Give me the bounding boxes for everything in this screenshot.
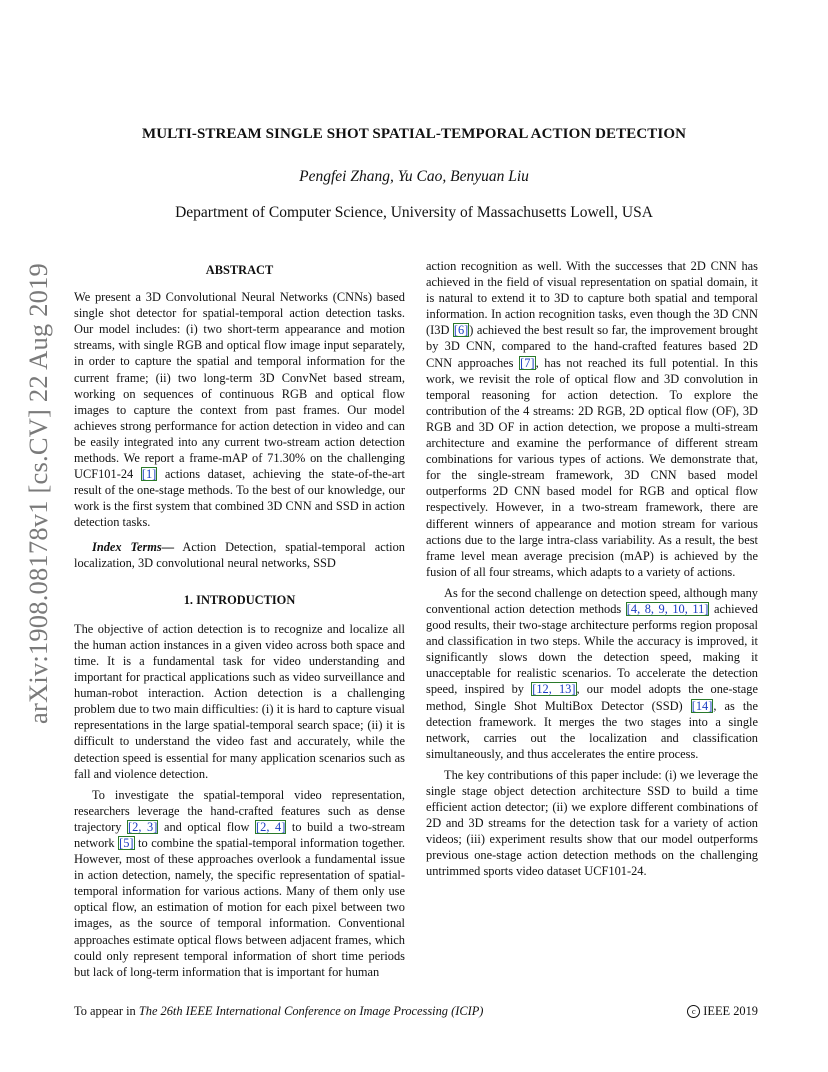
- venue-name: The 26th IEEE International Conference on Image Processing (ICIP): [138, 1004, 484, 1018]
- affiliation: Department of Computer Science, University of Massachusetts Lowell, USA: [175, 204, 653, 221]
- citation-link[interactable]: [12, 13]: [532, 682, 576, 697]
- author-list: Pengfei Zhang, Yu Cao, Benyuan Liu: [299, 168, 529, 185]
- right-column: [426, 258, 758, 880]
- body-text: to combine the spatial-temporal information together. However, most of these approaches overlook a fundamental issue in action detection, namely, the specific representation of spatial-temporal information for various actions. Many of them only use optical flow, an estimation of motion for each pixel between two images, as the source of temporal information. Conventional approaches estimate optical flows between adjacent frames, which could only represent temporal information of short time periods but lack of long-term information that is important for human: [74, 836, 406, 979]
- intro-paragraph: The objective of action detection is to recognize and localize all the human action instances in a given video across both space and time. It is a fundamental task for video understanding and important for practical applications such as video surveillance and human-robot interaction. Action detection is a challenging problem due to two main difficulties: (i) it is hard to capture visual representations in the large spatial-temporal search space; (ii) it is difficult to understand the video fast and accurately, while the detection speed is essential for many application scenarios such as fall and violence detection.: [74, 621, 405, 781]
- left-column: [74, 258, 405, 980]
- index-terms-label: Index Terms—: [92, 539, 175, 554]
- body-text: To investigate the spatial-temporal video representation, researchers leverage the hand-crafted features such as dense trajectory: [74, 787, 405, 834]
- abstract-text: actions dataset, achieving the state-of-the-art result of the one-stage methods. To the best of our knowledge, our work is the first system that combined 3D CNN and SSD in action detection tasks.: [74, 467, 405, 530]
- body-text: action recognition as well. With the successes that 2D CNN has achieved in the field of visual representation on spatial domain, it is natural to extend it to 3D to capture both spatial and temporal information. In action recognition tasks, even though the 3D CNN (I3D: [426, 259, 758, 338]
- index-terms-text: Action Detection, spatial-temporal action localization, 3D convolutional neural networks, SSD: [74, 539, 405, 570]
- body-text: to build a two-stream network: [74, 819, 405, 850]
- copyright-text: IEEE 2019: [703, 1004, 758, 1018]
- body-text: , our model adopts the one-stage method, Single Shot MultiBox Detector (SSD): [426, 682, 758, 713]
- introduction-heading: 1. INTRODUCTION: [183, 592, 296, 607]
- copyright-icon: c: [687, 1005, 700, 1018]
- body-text: , as the detection framework. It merges the two stages into a single network, carries out the localization and classification simultaneously, and thus accelerates the entire process.: [426, 698, 758, 761]
- intro-paragraph-continued: [426, 258, 758, 580]
- page-footer: [74, 1004, 758, 1019]
- index-terms: [74, 539, 405, 571]
- abstract-heading: ABSTRACT: [205, 263, 274, 277]
- body-text: ) achieved the best result so far, the improvement brought by 3D CNN, compared to the hand-crafted features based 2D CNN approaches: [426, 323, 758, 370]
- citation-link[interactable]: [5]: [119, 836, 134, 850]
- copyright-notice: [687, 1004, 758, 1019]
- intro-paragraph-continued: [74, 787, 405, 980]
- venue-prefix: To appear in: [74, 1004, 139, 1018]
- arxiv-identifier: [20, 262, 56, 724]
- citation-link[interactable]: [7]: [520, 355, 535, 370]
- body-text: and optical flow: [158, 819, 255, 834]
- citation-link[interactable]: [2, 3]: [128, 819, 158, 834]
- citation-link[interactable]: [4, 8, 9, 10, 11]: [626, 601, 709, 616]
- abstract-text: We present a 3D Convolutional Neural Networks (CNNs) based single shot detector for spatial-temporal action detection tasks. Our model includes: (i) two short-term appearance and motion streams, with single RGB and optical flow image input separately, in order to capture the spatial and temporal information for the current frame; (ii) two long-term 3D ConvNet based stream, working on sequences of continuous RGB and optical flow images to capture the context from past frames. Our model achieves strong performance for action detection in video and can be easily integrated into any current two-stream action detection methods. We report a frame-mAP of 71.30% on the challenging UCF101-24: [74, 290, 405, 482]
- citation-link[interactable]: [14]: [691, 698, 713, 713]
- body-text: , has not reached its full potential. In this work, we revisit the role of optical flow and 3D convolution in temporal reasoning for action detection. To explore the contribution of the 4 streams: 2D RGB, 2D optical flow (OF), 3D RGB and 3D OF in action detection, we propose a multi-stream architecture and examine the performance of different stream combinations for various types of actions. We demonstrate that, for the single-stream framework, 3D CNN based model outperforms 2D CNN based model for RGB and optical flow respectively. However, in a two-stream framework, there are different winners of appearance and motion stream for various actions due to the large intra-class variability. As a result, the best frame level mean average precision (mAP) is achieved by the fusion of all four streams, which adapts to a variety of actions.: [426, 355, 758, 579]
- citation-link[interactable]: [1]: [141, 467, 157, 482]
- venue-note: [74, 1004, 483, 1019]
- intro-paragraph: [426, 585, 758, 762]
- arxiv-id-text: arXiv:1908.08178v1 [cs.CV] 22 Aug 2019: [22, 262, 53, 724]
- body-text: achieved good results, their two-stage architecture performs region proposal and classification in two steps. While the accuracy is improved, it significantly slows down the detection speed, making it unacceptable for realistic scenarios. To accelerate the detection speed, inspired by: [426, 601, 758, 697]
- citation-link[interactable]: [2, 4]: [256, 819, 286, 834]
- citation-link[interactable]: [6]: [453, 323, 469, 338]
- body-text: As for the second challenge on detection speed, although many conventional action detection methods: [426, 585, 758, 616]
- paper-title: MULTI-STREAM SINGLE SHOT SPATIAL-TEMPORAL ACTION DETECTION: [141, 126, 687, 142]
- abstract-paragraph: [74, 289, 405, 530]
- intro-paragraph: The key contributions of this paper include: (i) we leverage the single stage object detection architecture SSD to build a time efficient action detector; (ii) we explore different combinations of 2D and 3D streams for the detection task for a variety of action videos; (iii) experiment results show that our model outperforms previous one-stage action detection methods on the challenging untrimmed sports video dataset UCF101-24.: [426, 767, 758, 879]
